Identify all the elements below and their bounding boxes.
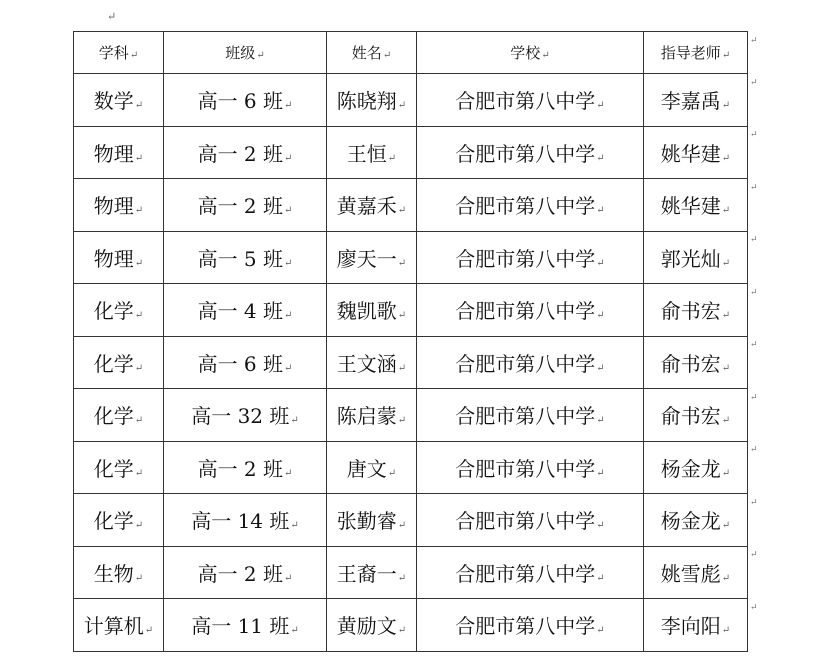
row-end-mark: ↵ xyxy=(750,35,758,46)
cell-teacher: 姚华建↵ xyxy=(644,179,748,232)
cell-subject: 化学↵ xyxy=(74,284,164,337)
cell-school: 合肥市第八中学↵ xyxy=(417,231,644,284)
cell-school: 合肥市第八中学↵ xyxy=(417,546,644,599)
cell-class: 高一 32 班↵ xyxy=(164,389,327,442)
row-end-mark: ↵ xyxy=(750,497,758,508)
table-row xyxy=(74,74,748,127)
cell-teacher: 姚华建↵ xyxy=(644,126,748,179)
cell-teacher: 俞书宏↵ xyxy=(644,284,748,337)
cell-teacher: 杨金龙↵ xyxy=(644,441,748,494)
cell-name: 黄嘉禾↵ xyxy=(327,179,417,232)
paragraph-mark: ↵ xyxy=(107,10,117,23)
cell-name: 王裔一↵ xyxy=(327,546,417,599)
cell-class: 高一 6 班↵ xyxy=(164,74,327,127)
cell-subject: 化学↵ xyxy=(74,494,164,547)
header-subject: 学科↵ xyxy=(74,32,164,74)
row-end-mark: ↵ xyxy=(750,392,758,403)
cell-class: 高一 5 班↵ xyxy=(164,231,327,284)
cell-teacher: 俞书宏↵ xyxy=(644,336,748,389)
table-row xyxy=(74,284,748,337)
cell-teacher: 俞书宏↵ xyxy=(644,389,748,442)
table-row xyxy=(74,126,748,179)
cell-class: 高一 14 班↵ xyxy=(164,494,327,547)
cell-subject: 物理↵ xyxy=(74,179,164,232)
cell-school: 合肥市第八中学↵ xyxy=(417,599,644,652)
cell-class: 高一 11 班↵ xyxy=(164,599,327,652)
cell-name: 陈启蒙↵ xyxy=(327,389,417,442)
cell-school: 合肥市第八中学↵ xyxy=(417,441,644,494)
row-end-mark: ↵ xyxy=(750,340,758,350)
cell-subject: 生物↵ xyxy=(74,546,164,599)
cell-name: 王恒↵ xyxy=(327,126,417,179)
cell-class: 高一 2 班↵ xyxy=(164,179,327,232)
table-row xyxy=(74,336,748,389)
table-row xyxy=(74,389,748,442)
cell-subject: 计算机↵ xyxy=(74,599,164,652)
table-row xyxy=(74,441,748,494)
cell-name: 唐文↵ xyxy=(327,441,417,494)
row-end-mark: ↵ xyxy=(750,130,758,140)
header-school: 学校↵ xyxy=(417,32,644,74)
cell-school: 合肥市第八中学↵ xyxy=(417,179,644,232)
cell-school: 合肥市第八中学↵ xyxy=(417,336,644,389)
cell-subject: 物理↵ xyxy=(74,126,164,179)
cell-name: 张勤睿↵ xyxy=(327,494,417,547)
cell-school: 合肥市第八中学↵ xyxy=(417,74,644,127)
cell-teacher: 杨金龙↵ xyxy=(644,494,748,547)
cell-class: 高一 2 班↵ xyxy=(164,441,327,494)
row-end-mark: ↵ xyxy=(750,445,758,455)
cell-name: 王文涵↵ xyxy=(327,336,417,389)
cell-school: 合肥市第八中学↵ xyxy=(417,284,644,337)
header-row xyxy=(74,32,748,74)
cell-school: 合肥市第八中学↵ xyxy=(417,126,644,179)
table-row xyxy=(74,494,748,547)
row-end-mark: ↵ xyxy=(750,235,758,245)
cell-name: 廖天一↵ xyxy=(327,231,417,284)
row-end-mark: ↵ xyxy=(750,182,758,193)
cell-school: 合肥市第八中学↵ xyxy=(417,494,644,547)
row-end-mark: ↵ xyxy=(750,602,758,613)
cell-class: 高一 2 班↵ xyxy=(164,126,327,179)
award-table xyxy=(73,31,748,652)
cell-name: 黄励文↵ xyxy=(327,599,417,652)
header-name: 姓名↵ xyxy=(327,32,417,74)
cell-class: 高一 6 班↵ xyxy=(164,336,327,389)
row-end-mark: ↵ xyxy=(750,287,758,298)
cell-name: 魏凯歌↵ xyxy=(327,284,417,337)
cell-subject: 化学↵ xyxy=(74,336,164,389)
header-class: 班级↵ xyxy=(164,32,327,74)
header-teacher: 指导老师↵ xyxy=(644,32,748,74)
cell-class: 高一 2 班↵ xyxy=(164,546,327,599)
cell-class: 高一 4 班↵ xyxy=(164,284,327,337)
table-row xyxy=(74,599,748,652)
row-end-mark: ↵ xyxy=(750,550,758,560)
cell-teacher: 姚雪彪↵ xyxy=(644,546,748,599)
table-row xyxy=(74,179,748,232)
cell-subject: 化学↵ xyxy=(74,389,164,442)
table-row xyxy=(74,546,748,599)
cell-teacher: 李向阳↵ xyxy=(644,599,748,652)
cell-teacher: 李嘉禹↵ xyxy=(644,74,748,127)
row-end-mark: ↵ xyxy=(750,77,758,88)
cell-name: 陈晓翔↵ xyxy=(327,74,417,127)
cell-teacher: 郭光灿↵ xyxy=(644,231,748,284)
table-row xyxy=(74,231,748,284)
cell-school: 合肥市第八中学↵ xyxy=(417,389,644,442)
cell-subject: 物理↵ xyxy=(74,231,164,284)
cell-subject: 化学↵ xyxy=(74,441,164,494)
cell-subject: 数学↵ xyxy=(74,74,164,127)
